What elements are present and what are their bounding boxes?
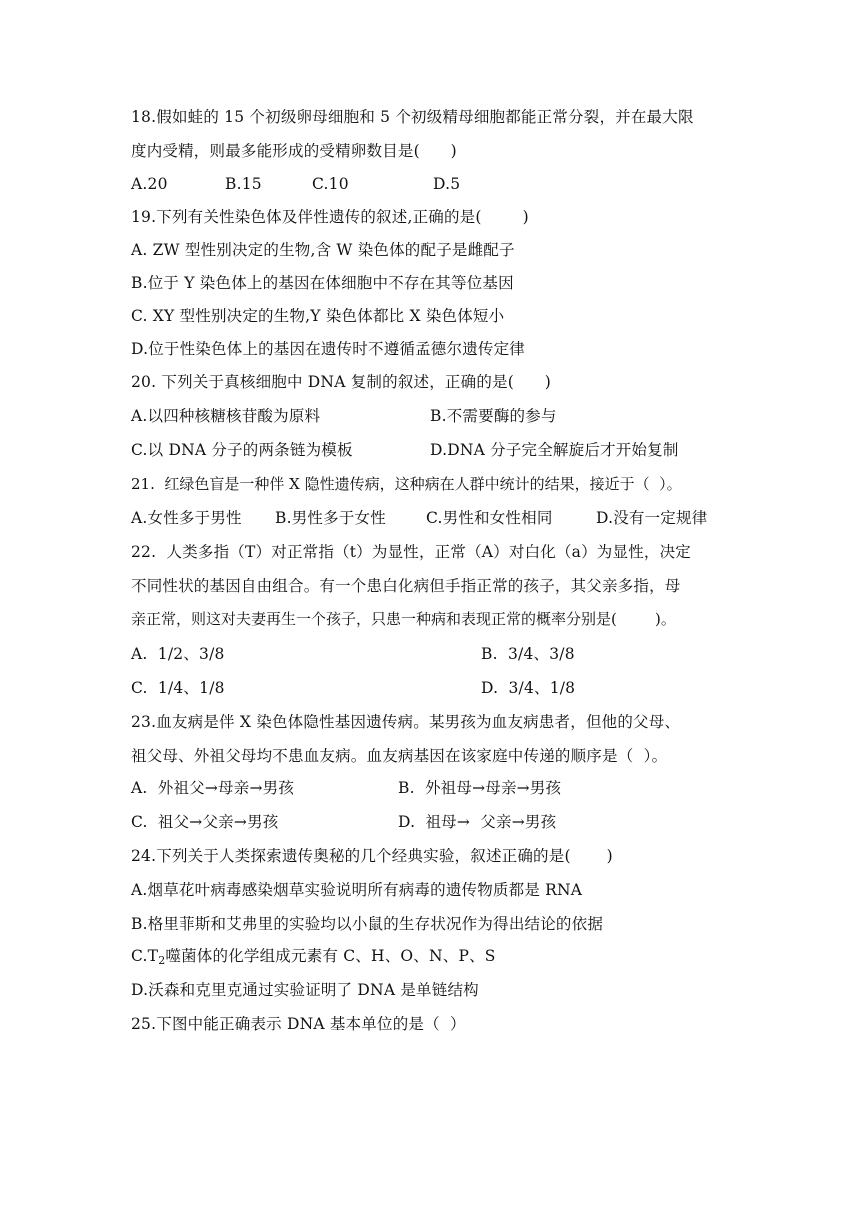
question-25-stem: 25.下图中能正确表示 DNA 基本单位的是（ ） (131, 1015, 466, 1033)
question-19-option-d: D.位于性染色体上的基因在遗传时不遵循孟德尔遗传定律 (131, 340, 526, 358)
question-18-option-a: A.20 (131, 175, 168, 193)
question-24-option-a: A.烟草花叶病毒感染烟草实验说明所有病毒的遗传物质都是 RNA (131, 881, 583, 899)
question-24-stem: 24.下列关于人类探索遗传奥秘的几个经典实验，叙述正确的是( ) (131, 847, 613, 865)
question-20-option-d: D.DNA 分子完全解旋后才开始复制 (430, 441, 679, 459)
question-23-stem-line1: 23.血友病是伴 X 染色体隐性基因遗传病。某男孩为血友病患者，但他的父母、 (131, 713, 681, 731)
question-24-option-c (131, 945, 496, 967)
question-23-option-a: A. 外祖父→母亲→男孩 (131, 779, 295, 797)
question-18-stem-line1: 18.假如蛙的 15 个初级卵母细胞和 5 个初级精母细胞都能正常分裂，并在最大限 (131, 108, 694, 126)
question-24-option-b: B.格里菲斯和艾弗里的实验均以小鼠的生存状况作为得出结论的依据 (131, 915, 604, 933)
question-20-option-a: A.以四种核糖核苷酸为原料 (131, 407, 321, 425)
question-19-stem: 19.下列有关性染色体及伴性遗传的叙述,正确的是( ) (131, 208, 529, 226)
question-18-option-c: C.10 (312, 175, 349, 193)
question-23-option-d: D. 祖母→ 父亲→男孩 (398, 813, 557, 831)
question-23-stem-line2: 祖父母、外祖父母均不患血友病。血友病基因在该家庭中传递的顺序是（ ）。 (131, 747, 668, 765)
question-19-option-a: A. ZW 型性别决定的生物,含 W 染色体的配子是雌配子 (131, 241, 515, 259)
question-20-option-b: B.不需要酶的参与 (430, 407, 557, 425)
question-22-option-a: A. 1/2、3/8 (131, 645, 225, 663)
question-18-stem-line2: 度内受精，则最多能形成的受精卵数目是( ) (131, 142, 457, 160)
question-19-option-c: C. XY 型性别决定的生物,Y 染色体都比 X 染色体短小 (131, 307, 505, 325)
question-21-option-c: C.男性和女性相同 (426, 509, 553, 527)
question-21-stem: 21. 红绿色盲是一种伴 X 隐性遗传病，这种病在人群中统计的结果，接近于（ ）。 (131, 475, 682, 493)
question-19-option-b: B.位于 Y 染色体上的基因在体细胞中不存在其等位基因 (131, 274, 514, 292)
question-24-option-d: D.沃森和克里克通过实验证明了 DNA 是单链结构 (131, 981, 479, 999)
question-22-stem-line1: 22. 人类多指（T）对正常指（t）为显性，正常（A）对白化（a）为显性，决定 (131, 543, 692, 561)
question-23-option-c: C. 祖父→父亲→男孩 (131, 813, 279, 831)
question-21-option-d: D.没有一定规律 (596, 509, 708, 527)
question-18-option-d: D.5 (433, 175, 461, 193)
question-22-option-c: C. 1/4、1/8 (131, 679, 225, 697)
question-22-option-b: B. 3/4、3/8 (481, 645, 575, 663)
question-24-option-c-text: 噬菌体的化学组成元素有 C、H、O、N、P、S (165, 947, 496, 965)
question-22-stem-line3: 亲正常，则这对夫妻再生一个孩子，只患一种病和表现正常的概率分别是( )。 (131, 610, 676, 628)
question-21-option-a: A.女性多于男性 (131, 509, 242, 527)
question-22-stem-line2: 不同性状的基因自由组合。有一个患白化病但手指正常的孩子，其父亲多指，母 (131, 577, 681, 595)
question-24-option-c-prefix: C.T (131, 947, 159, 965)
question-21-option-b: B.男性多于女性 (275, 509, 386, 527)
question-24-option-c-subscript: 2 (158, 954, 166, 967)
question-22-option-d: D. 3/4、1/8 (481, 679, 576, 697)
question-23-option-b: B. 外祖母→母亲→男孩 (398, 779, 562, 797)
question-18-option-b: B.15 (225, 175, 262, 193)
question-20-option-c: C.以 DNA 分子的两条链为模板 (131, 441, 353, 459)
question-20-stem: 20. 下列关于真核细胞中 DNA 复制的叙述，正确的是( ) (131, 373, 551, 391)
